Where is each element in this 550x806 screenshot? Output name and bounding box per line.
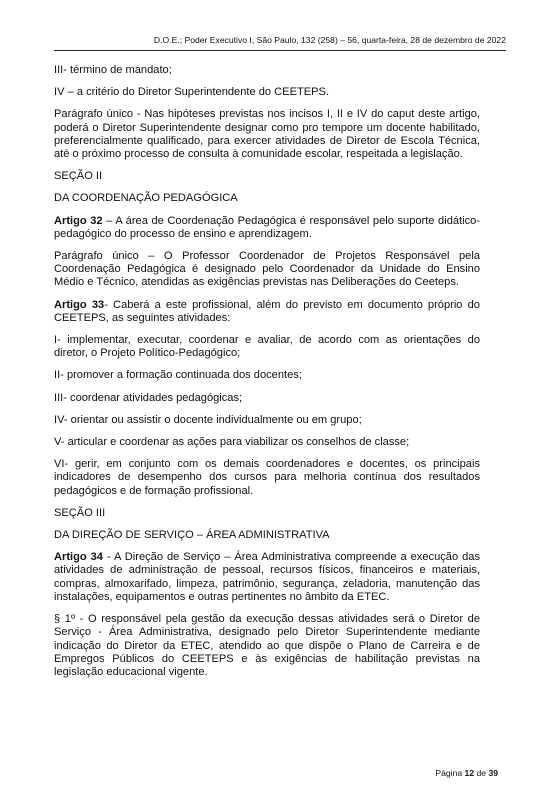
page-separator: de bbox=[474, 768, 489, 778]
page-header: D.O.E.; Poder Executivo I, São Paulo, 132 (258) – 56, quarta-feira, 28 de dezembro de 2022 bbox=[153, 35, 506, 45]
section-title-2: DA COORDENAÇÃO PEDAGÓGICA bbox=[54, 192, 238, 205]
list-item-training: II- promover a formação continuada dos docentes; bbox=[54, 369, 302, 382]
list-item-coordinate: III- coordenar atividades pedagógicas; bbox=[54, 391, 243, 404]
section-heading-2: SEÇÃO II bbox=[54, 170, 103, 183]
list-item-manage-indicators: VI- gerir, em conjunto com os demais coordenadores e docentes, os principais indicadores de desempenho dos cursos para melhoria contínua dos resultados pedagógicos e de formação profissional. bbox=[54, 458, 480, 497]
page-current: 12 bbox=[464, 768, 475, 778]
list-item-guide: IV- orientar ou assistir o docente individualmente ou em grupo; bbox=[54, 413, 362, 426]
article-32 bbox=[54, 215, 480, 241]
list-item-class-councils: V- articular e coordenar as ações para viabilizar os conselhos de classe; bbox=[54, 436, 410, 449]
paragraph-term-end: III- término de mandato; bbox=[54, 64, 172, 76]
section-title-3: DA DIREÇÃO DE SERVIÇO – ÁREA ADMINISTRATIVA bbox=[54, 529, 330, 542]
document-body bbox=[54, 64, 480, 688]
paragraph-1: § 1º - O responsável pela gestão da execução dessas atividades será o Diretor de Serviço - Área Administrativa, designado pelo Diretor Superintendente mediante indicação do Diretor da ETEC, atendido ao que dispõe o Plano de Carreira e de Empregos Públicos do CEETEPS e às exigências de habilitação previstas na legislação educacional vigente. bbox=[54, 613, 480, 678]
paragraph-sole-pro-tempore: Parágrafo único - Nas hipóteses previstas nos incisos I, II e IV do caput deste artigo, poderá o Diretor Superintendente designar como pro tempore um docente habilitado, preferencialmente qualificado, para exercer atividades de Diretor de Escola Técnica, até o próximo processo de consulta à comunidade escolar, respeitada a legislação. bbox=[54, 108, 480, 161]
article-33-label: Artigo 33 bbox=[54, 298, 105, 311]
article-34-text: - A Direção de Serviço – Área Administrativa compreende a execução das atividades de administração de pessoal, recursos físicos, financeiros e materiais, compras, almoxarifado, limpeza, patrimônio, segurança, zeladoria, manutenção das instalações, equipamentos e outras pertinentes no âmbito da ETEC. bbox=[54, 551, 480, 603]
list-item-implement: I- implementar, executar, coordenar e avaliar, de acordo com as orientações do diretor, o Projeto Político-Pedagógico; bbox=[54, 334, 480, 360]
page-number bbox=[435, 768, 498, 778]
article-34 bbox=[54, 551, 480, 604]
article-32-label: Artigo 32 bbox=[54, 214, 103, 227]
article-33-text: - Caberá a este profissional, além do previsto em documento próprio do CEETEPS, as seguintes atividades: bbox=[54, 298, 480, 324]
article-32-text: – A área de Coordenação Pedagógica é responsável pelo suporte didático-pedagógico do processo de ensino e aprendizagem. bbox=[54, 214, 480, 240]
page-total: 39 bbox=[488, 768, 498, 778]
header-divider bbox=[54, 50, 506, 51]
article-33 bbox=[54, 299, 480, 325]
paragraph-sole-coordinator: Parágrafo único – O Professor Coordenador de Projetos Responsável pela Coordenação Pedagógica é designado pelo Coordenador da Unidade do Ensino Médio e Técnico, atendidas as exigências previstas nas Deliberações do Ceeteps. bbox=[54, 250, 480, 289]
page-label: Página bbox=[435, 768, 465, 778]
article-34-label: Artigo 34 bbox=[54, 551, 103, 564]
section-heading-3: SEÇÃO III bbox=[54, 506, 106, 519]
paragraph-superintendent-discretion: IV – a critério do Diretor Superintendente do CEETEPS. bbox=[54, 86, 330, 99]
